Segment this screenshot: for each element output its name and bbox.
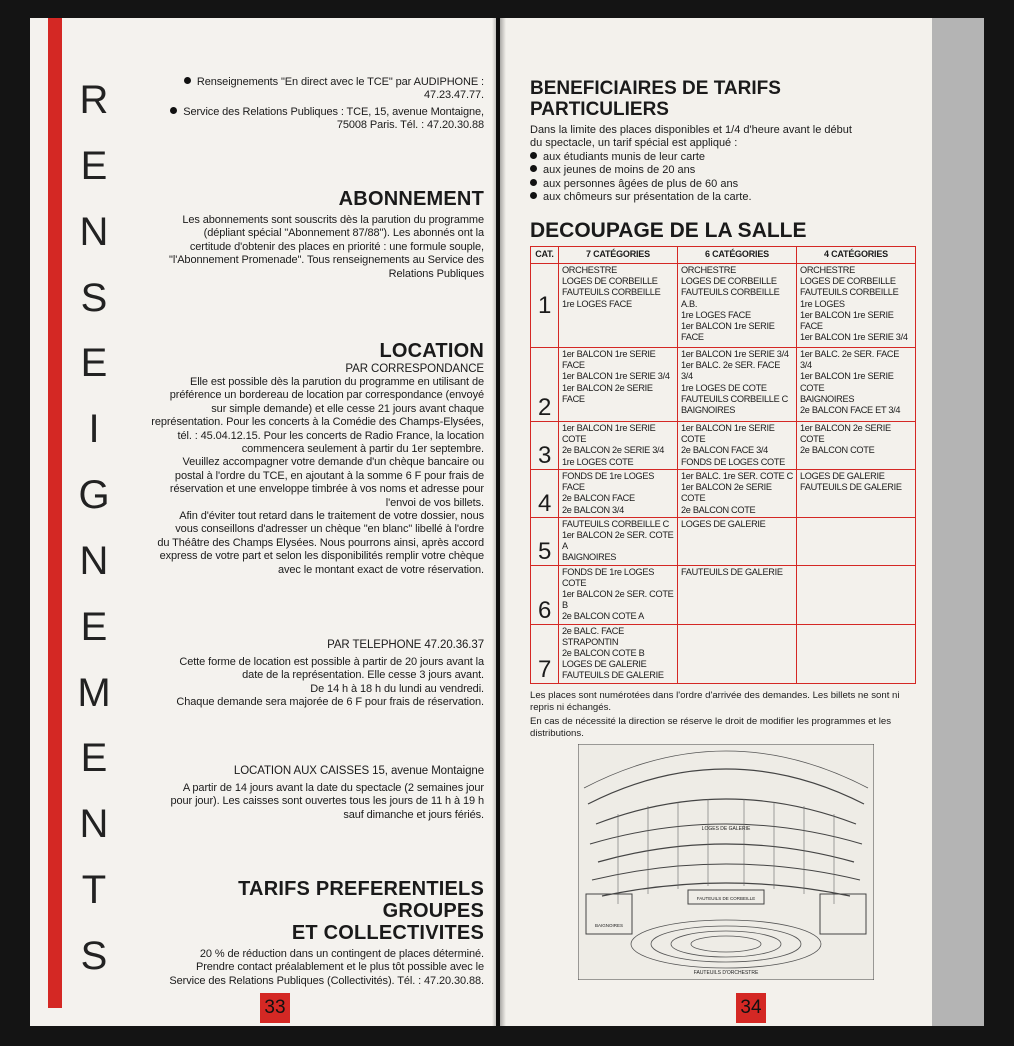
location-line: Afin d'éviter tout retard dans le traitement de votre dossier, nous	[179, 510, 484, 523]
beneficiaire-text: aux jeunes de moins de 20 ans	[543, 164, 696, 177]
seat-zone: 1er BALCON 2e SERIE COTE	[799, 423, 891, 445]
seat-zone: LOGES DE GALERIE	[799, 471, 885, 481]
telephone-section	[134, 638, 484, 710]
abonnement-heading: ABONNEMENT	[338, 188, 484, 210]
seat-zone: FAUTEUILS DE GALERIE	[680, 566, 783, 577]
beneficiaires-intro: Dans la limite des places disponibles et 1/4 d'heure avant le début	[530, 124, 852, 136]
location-section	[134, 340, 484, 577]
contact-line: 47.23.47.77.	[424, 89, 484, 102]
plan-label: BAIGNOIRES	[594, 923, 624, 928]
seat-zone: 1er BALCON 1re SERIE 3/4	[680, 349, 789, 359]
table-header: 4 CATÉGORIES	[796, 247, 915, 264]
seat-zone: LOGES DE CORBEILLE	[799, 276, 896, 287]
seat-zone: FAUTEUILS CORBEILLE C	[561, 518, 669, 529]
table-cell	[796, 264, 915, 348]
right-page	[500, 18, 984, 1026]
table-cell	[796, 565, 915, 624]
seat-zone: 1er BALC. 1re SER. COTE C	[680, 471, 793, 481]
seat-zone: 1er BALCON 1re SERIE FACE	[561, 349, 656, 371]
seat-zone: 1er BALCON 2e SER. COTE B	[561, 589, 674, 611]
table-cell	[677, 422, 796, 470]
seat-zone: 2e BALCON COTE B	[561, 648, 645, 659]
table-cell	[796, 348, 915, 422]
telephone-line: De 14 h à 18 h du lundi au vendredi.	[310, 682, 484, 695]
location-line: réservation et une enveloppe timbrée à vos noms et adresse pour	[169, 483, 484, 496]
note-line: Les places sont numérotées dans l'ordre d'arrivée des demandes. Les billets ne sont ni repris ni échangés.	[530, 690, 900, 713]
category-number: 2	[531, 348, 559, 422]
category-number: 7	[531, 624, 559, 683]
vertical-title-letter: M	[77, 670, 111, 715]
abonnement-line: "l'Abonnement Promenade". Tous renseignements au Service des	[169, 254, 484, 267]
seat-zone: 1er BALC. 2e SER. FACE 3/4	[799, 349, 900, 371]
location-line: Elle est possible dès la parution du programme en utilisant de	[189, 376, 484, 388]
seat-zone: 2e BALCON COTE	[680, 504, 756, 515]
location-line: vous conseillons d'adresser un chèque "en blanc" libellé à l'ordre	[175, 523, 484, 536]
location-line: tél. : 45.04.12.15. Pour les concerts de Radio France, la location	[177, 429, 484, 442]
table-row	[531, 470, 916, 518]
seat-zone: 1re LOGES FACE	[561, 298, 632, 309]
table-row	[531, 348, 916, 422]
vertical-title-letter: R	[79, 78, 109, 122]
vertical-title-letter: N	[79, 802, 109, 847]
tarifs-groupes-section	[134, 878, 484, 988]
contact-block	[144, 76, 484, 133]
seat-zone: FONDS DE 1re LOGES COTE	[561, 566, 655, 588]
vertical-title-renseignements	[74, 78, 114, 978]
seat-zone: 1re LOGES	[799, 298, 845, 309]
seat-zone: 1er BALCON 2e SERIE FACE	[561, 382, 653, 404]
beneficiaire-text: aux chômeurs sur présentation de la carte.	[543, 191, 752, 204]
vertical-title-letter: T	[81, 868, 107, 913]
seat-zone: 2e BALCON FACE	[561, 493, 635, 504]
seat-zone: 1er BALCON 1re SERIE COTE	[680, 423, 775, 445]
seat-zone: FAUTEUILS CORBEILLE A.B.	[680, 287, 780, 309]
seat-zone: LOGES DE GALERIE	[680, 518, 766, 529]
table-row	[531, 624, 916, 683]
tarifs-line: Prendre contact préalablement et le plus tôt possible avec le	[195, 961, 484, 974]
seat-zone: BAIGNOIRES	[799, 393, 855, 404]
seat-zone: FONDS DE 1re LOGES FACE	[561, 471, 655, 493]
seat-zone: FAUTEUILS CORBEILLE	[561, 287, 661, 298]
seat-zone: ORCHESTRE	[680, 265, 736, 275]
category-number: 3	[531, 422, 559, 470]
beneficiaire-item	[530, 151, 910, 164]
category-number: 1	[531, 264, 559, 348]
table-cell	[558, 470, 677, 518]
note-line: En cas de nécessité la direction se réserve le droit de modifier les programmes et les distributions.	[530, 716, 891, 739]
seat-zone: 1er BALCON 2e SERIE COTE	[680, 482, 772, 504]
vertical-title-letter: E	[80, 736, 108, 781]
seat-zone: ORCHESTRE	[799, 265, 855, 275]
location-line: avec le montant exact de votre réservation.	[277, 563, 484, 576]
table-row	[531, 565, 916, 624]
table-header: 7 CATÉGORIES	[558, 247, 677, 264]
notes-block	[530, 690, 910, 740]
table-cell	[558, 264, 677, 348]
gray-margin-band	[932, 18, 984, 1026]
beneficiaire-item	[530, 191, 910, 204]
table-row	[531, 517, 916, 565]
table-cell	[677, 517, 796, 565]
location-line: sur simple demande) et elle cesse 21 jours avant chaque	[211, 402, 484, 415]
caisses-heading: LOCATION AUX CAISSES 15, avenue Montaigne	[233, 765, 484, 777]
table-cell	[558, 517, 677, 565]
bullet-icon	[170, 107, 177, 114]
bullet-icon	[184, 77, 191, 84]
abonnement-line: certitude d'obtenir des places en priorité : une formule souple,	[189, 240, 484, 253]
tarifs-line: Service des Relations Publiques (Collectivités). Tél. : 47.20.30.88.	[169, 974, 484, 987]
caisses-line: sauf dimanche et jours fériés.	[343, 808, 484, 821]
book-gutter	[492, 18, 506, 1026]
seat-zone: LOGES DE CORBEILLE	[680, 276, 777, 287]
telephone-line: Chaque demande sera majorée de 6 F pour frais de réservation.	[176, 696, 484, 709]
telephone-line: Cette forme de location est possible à partir de 20 jours avant la	[179, 656, 484, 668]
location-line: représentation. Pour les concerts à la Comédie des Champs-Elysées,	[151, 416, 484, 429]
vertical-title-letter: N	[79, 538, 109, 583]
seat-zone: 2e BALCON COTE	[799, 445, 875, 456]
category-number: 6	[531, 565, 559, 624]
seat-zone: 1er BALCON 1re SERIE 3/4	[799, 332, 908, 343]
plan-label: FAUTEUILS D'ORCHESTRE	[693, 970, 759, 976]
vertical-title-letter: E	[80, 604, 108, 649]
table-cell	[677, 470, 796, 518]
vertical-title-letter: G	[78, 473, 110, 518]
seat-zone: FAUTEUILS DE GALERIE	[561, 670, 664, 681]
location-subheading: PAR CORRESPONDANCE	[345, 363, 484, 375]
seat-zone: FAUTEUILS DE GALERIE	[799, 482, 902, 493]
table-header: 6 CATÉGORIES	[677, 247, 796, 264]
location-line: préférence un bordereau de location par correspondance (envoyé	[169, 389, 484, 402]
seat-zone: 1re LOGES COTE	[561, 456, 634, 467]
abonnement-line: Relations Publiques	[388, 267, 484, 280]
caisses-section	[134, 764, 484, 822]
bullet-icon	[530, 179, 537, 186]
table-cell	[558, 422, 677, 470]
contact-line: 75008 Paris. Tél. : 47.20.30.88	[336, 119, 484, 132]
seat-zone: 1er BALCON 1re SERIE COTE	[561, 423, 656, 445]
seat-zone: 1er BALCON 1re SERIE 3/4	[561, 371, 670, 382]
plan-label: FAUTEUILS DE CORBEILLE	[696, 896, 756, 901]
beneficiaires-intro: du spectacle, un tarif spécial est appliqué :	[530, 137, 738, 150]
bullet-icon	[530, 165, 537, 172]
vertical-title-letter: N	[79, 209, 109, 254]
seat-zone: 2e BALCON 3/4	[561, 504, 624, 515]
caisses-line: A partir de 14 jours avant la date du spectacle (2 semaines jour	[182, 782, 484, 794]
category-number: 5	[531, 517, 559, 565]
table-cell	[677, 264, 796, 348]
page-number: 34	[736, 993, 766, 1023]
tarifs-line: 20 % de réduction dans un contingent de places déterminé.	[199, 948, 484, 960]
abonnement-section	[144, 188, 484, 281]
vertical-title-letter: I	[88, 407, 100, 452]
table-cell	[677, 348, 796, 422]
page-number: 33	[260, 993, 290, 1023]
beneficiaires-text	[530, 124, 910, 204]
seat-zone: 1re LOGES FACE	[680, 309, 751, 320]
table-cell	[677, 565, 796, 624]
seat-zone: 1er BALC. 2e SER. FACE 3/4	[680, 360, 781, 382]
beneficiaire-text: aux personnes âgées de plus de 60 ans	[543, 177, 739, 190]
bullet-icon	[530, 152, 537, 159]
seat-zone: 1er BALCON 1re SERIE COTE	[799, 371, 894, 393]
table-row	[531, 422, 916, 470]
seat-zone: ORCHESTRE	[561, 265, 617, 275]
location-line: postal à l'ordre du TCE, en ajoutant à la somme 6 F pour frais de	[174, 469, 484, 482]
telephone-line: date de la représentation. Elle cesse 3 jours avant.	[242, 669, 484, 682]
plan-label: LOGES DE GALERIE	[701, 826, 751, 832]
seat-zone: FAUTEUILS CORBEILLE	[799, 287, 899, 298]
tarifs-groupes-heading-2: ET COLLECTIVITES	[291, 922, 484, 944]
hall-plan-illustration	[578, 744, 874, 980]
location-line: Veuillez accompagner votre demande d'un chèque bancaire ou	[182, 456, 484, 469]
seat-zone: BAIGNOIRES	[680, 405, 736, 416]
left-page	[30, 18, 496, 1026]
table-cell	[677, 624, 796, 683]
seat-zone: 1re LOGES DE COTE	[680, 382, 767, 393]
seat-zone: FAUTEUILS CORBEILLE C	[680, 393, 788, 404]
vertical-title-letter: E	[80, 143, 108, 188]
seat-zone: 1er BALCON 1re SERIE FACE	[799, 309, 894, 332]
table-row	[531, 264, 916, 348]
red-margin-bar	[48, 18, 62, 1008]
abonnement-line: (dépliant spécial "Abonnement 87/88"). Les abonnés ont la	[203, 227, 484, 240]
vertical-title-letter: S	[80, 275, 108, 320]
contact-line: Renseignements "En direct avec le TCE" par AUDIPHONE :	[196, 76, 484, 88]
seat-zone: 1er BALCON 2e SER. COTE A	[561, 530, 674, 552]
decoupage-heading: DECOUPAGE DE LA SALLE	[530, 219, 807, 242]
beneficiaire-item	[530, 164, 910, 177]
table-cell	[558, 565, 677, 624]
table-cell	[796, 470, 915, 518]
abonnement-line: Les abonnements sont souscrits dès la parution du programme	[182, 214, 484, 226]
beneficiaires-heading: BENEFICIAIRES DE TARIFS	[530, 78, 781, 99]
seat-zone: 2e BALCON FACE ET 3/4	[799, 405, 901, 416]
seat-zone: BAIGNOIRES	[561, 552, 617, 563]
seat-zone: 2e BALCON 2e SERIE 3/4	[561, 445, 665, 456]
seating-categories-table	[530, 246, 916, 684]
beneficiaire-item	[530, 178, 910, 191]
location-line: commencera seulement à partir du 1er septembre.	[241, 443, 484, 456]
table-header: CAT.	[531, 247, 559, 264]
location-line: du Théâtre des Champs Elysées. Nous pourrons ainsi, après accord	[157, 536, 484, 549]
seat-zone: FONDS DE LOGES COTE	[680, 456, 786, 467]
location-line: l'envoi de vos billets.	[385, 496, 484, 509]
caisses-line: pour jour). Les caisses sont ouvertes tous les jours de 11 h à 19 h	[170, 795, 484, 808]
category-number: 4	[531, 470, 559, 518]
contact-line: Service des Relations Publiques : TCE, 15, avenue Montaigne,	[183, 105, 484, 118]
table-cell	[796, 517, 915, 565]
vertical-title-letter: S	[80, 933, 108, 978]
location-heading: LOCATION	[379, 340, 484, 362]
vertical-title-letter: E	[80, 341, 108, 386]
table-cell	[558, 348, 677, 422]
seat-zone: 2e BALC. FACE STRAPONTIN	[561, 625, 624, 647]
location-line: express de votre part et selon les disponibilités remplir votre chèque	[159, 550, 484, 563]
tarifs-groupes-heading: TARIFS PREFERENTIELS GROUPES	[238, 878, 484, 922]
seat-zone: LOGES DE CORBEILLE	[561, 276, 658, 287]
seat-zone: 1er BALCON 1re SERIE FACE	[680, 321, 775, 343]
telephone-heading: PAR TELEPHONE 47.20.36.37	[327, 639, 484, 651]
table-cell	[796, 624, 915, 683]
beneficiaire-text: aux étudiants munis de leur carte	[543, 150, 706, 163]
table-cell	[796, 422, 915, 470]
seat-zone: 2e BALCON FACE 3/4	[680, 445, 768, 456]
bullet-icon	[530, 192, 537, 199]
seat-zone: LOGES DE GALERIE	[561, 659, 647, 670]
table-cell	[558, 624, 677, 683]
seat-zone: 2e BALCON COTE A	[561, 611, 644, 622]
beneficiaires-heading-2: PARTICULIERS	[530, 99, 669, 120]
